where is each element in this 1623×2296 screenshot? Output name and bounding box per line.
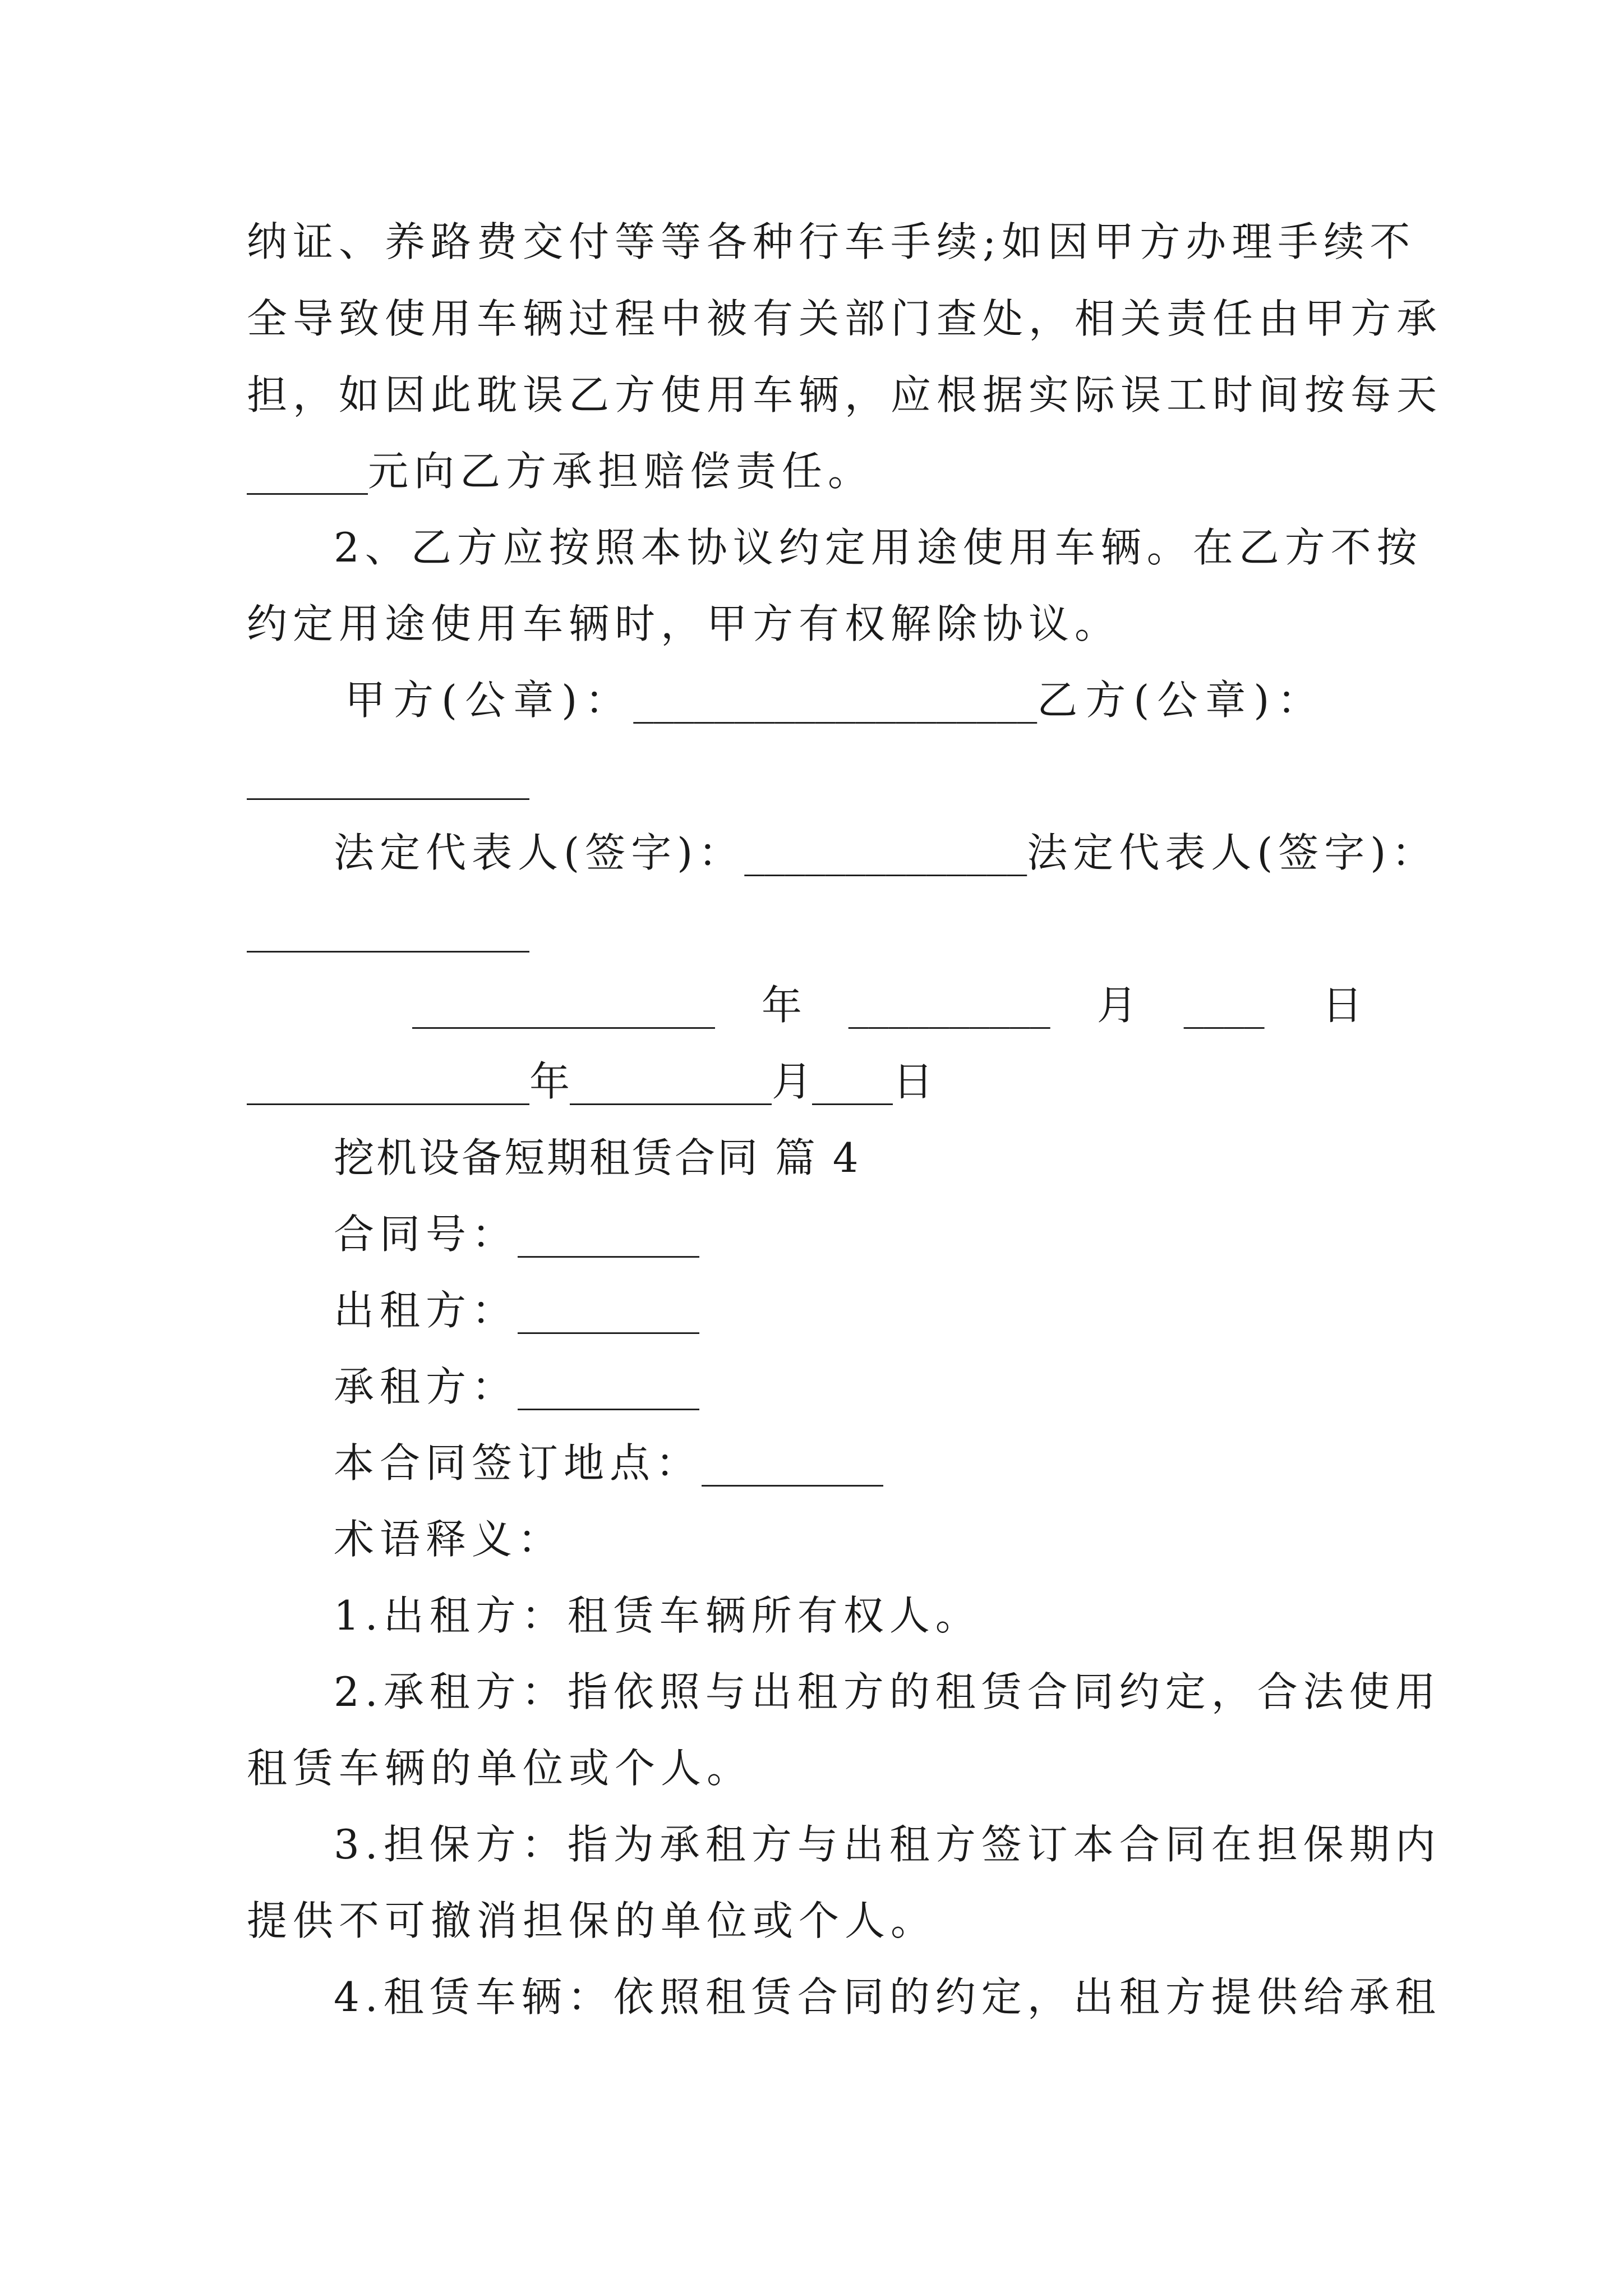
field-place [334, 1436, 883, 1490]
field-blank: _________ [518, 1287, 700, 1334]
party-a-seal-blank: ____________________ [633, 677, 1038, 724]
seal-line [345, 673, 1325, 727]
amount-blank: ______ [247, 448, 368, 495]
field-lessee [334, 1360, 699, 1414]
term-2-line: 租赁车辆的单位或个人。 [247, 1745, 753, 1792]
month-label: 月 [772, 1058, 813, 1105]
date-line-1 [412, 978, 1363, 1032]
rep-a-blank: ______________ [744, 829, 1027, 876]
field-blank: _________ [518, 1211, 700, 1258]
paragraph-line: 约定用途使用车辆时，甲方有权解除协议。 [247, 600, 1121, 647]
field-blank: _________ [702, 1439, 884, 1487]
paragraph-line: 担，如因此耽误乙方使用车辆，应根据实际误工时间按每天 [247, 371, 1443, 418]
section-title: 挖机设备短期租赁合同 篇 4 [334, 1134, 861, 1181]
paragraph-line: 纳证、养路费交付等等各种行车手续;如因甲方办理手续不 [247, 218, 1416, 265]
term-2-line: 2.承租方：指依照与出租方的租赁合同约定，合法使用 [334, 1668, 1441, 1715]
month-label: 月 [1096, 982, 1137, 1029]
field-contract-no [334, 1207, 699, 1261]
field-blank: _________ [518, 1363, 700, 1410]
field-lessor [334, 1283, 699, 1337]
day-label: 日 [893, 1058, 934, 1105]
terms-heading: 术语释义： [334, 1516, 564, 1563]
paragraph-line: 全导致使用车辆过程中被有关部门查处，相关责任由甲方承 [247, 295, 1443, 342]
year-blank: _______________ [412, 982, 715, 1029]
field-label: 出租方： [334, 1287, 518, 1334]
rep-a-label: 法定代表人(签字)： [334, 829, 745, 876]
term-1: 1.出租方：租赁车辆所有权人。 [334, 1592, 981, 1639]
day-blank: ____ [1183, 982, 1265, 1029]
rep-b-blank: ______________ [247, 905, 529, 953]
term-3-line: 3.担保方：指为承租方与出租方签订本合同在担保期内 [334, 1821, 1441, 1868]
rep-line [334, 826, 1437, 880]
day-blank: ____ [812, 1058, 893, 1105]
year-label: 年 [529, 1058, 570, 1105]
month-blank: __________ [570, 1058, 772, 1105]
paragraph-line [247, 444, 874, 498]
field-label: 本合同签订地点： [334, 1439, 702, 1487]
paragraph-line: 2、乙方应按照本协议约定用途使用车辆。在乙方不按 [334, 524, 1423, 571]
year-blank: ______________ [247, 1058, 529, 1105]
party-b-seal-blank: ______________ [247, 753, 529, 800]
date-line-2 [247, 1055, 933, 1108]
year-label: 年 [761, 982, 802, 1029]
field-label: 合同号： [334, 1211, 518, 1258]
month-blank: __________ [848, 982, 1050, 1029]
field-label: 承租方： [334, 1363, 518, 1410]
party-a-seal-label: 甲方(公章)： [345, 677, 634, 724]
party-b-seal-label: 乙方(公章)： [1037, 677, 1326, 724]
rep-b-label: 法定代表人(签字)： [1027, 829, 1438, 876]
term-3-line: 提供不可撤消担保的单位或个人。 [247, 1897, 937, 1944]
day-label: 日 [1322, 982, 1363, 1029]
paragraph-text: 元向乙方承担赔偿责任。 [368, 448, 874, 495]
term-4-line: 4.租赁车辆：依照租赁合同的约定，出租方提供给承租 [334, 1973, 1441, 2021]
